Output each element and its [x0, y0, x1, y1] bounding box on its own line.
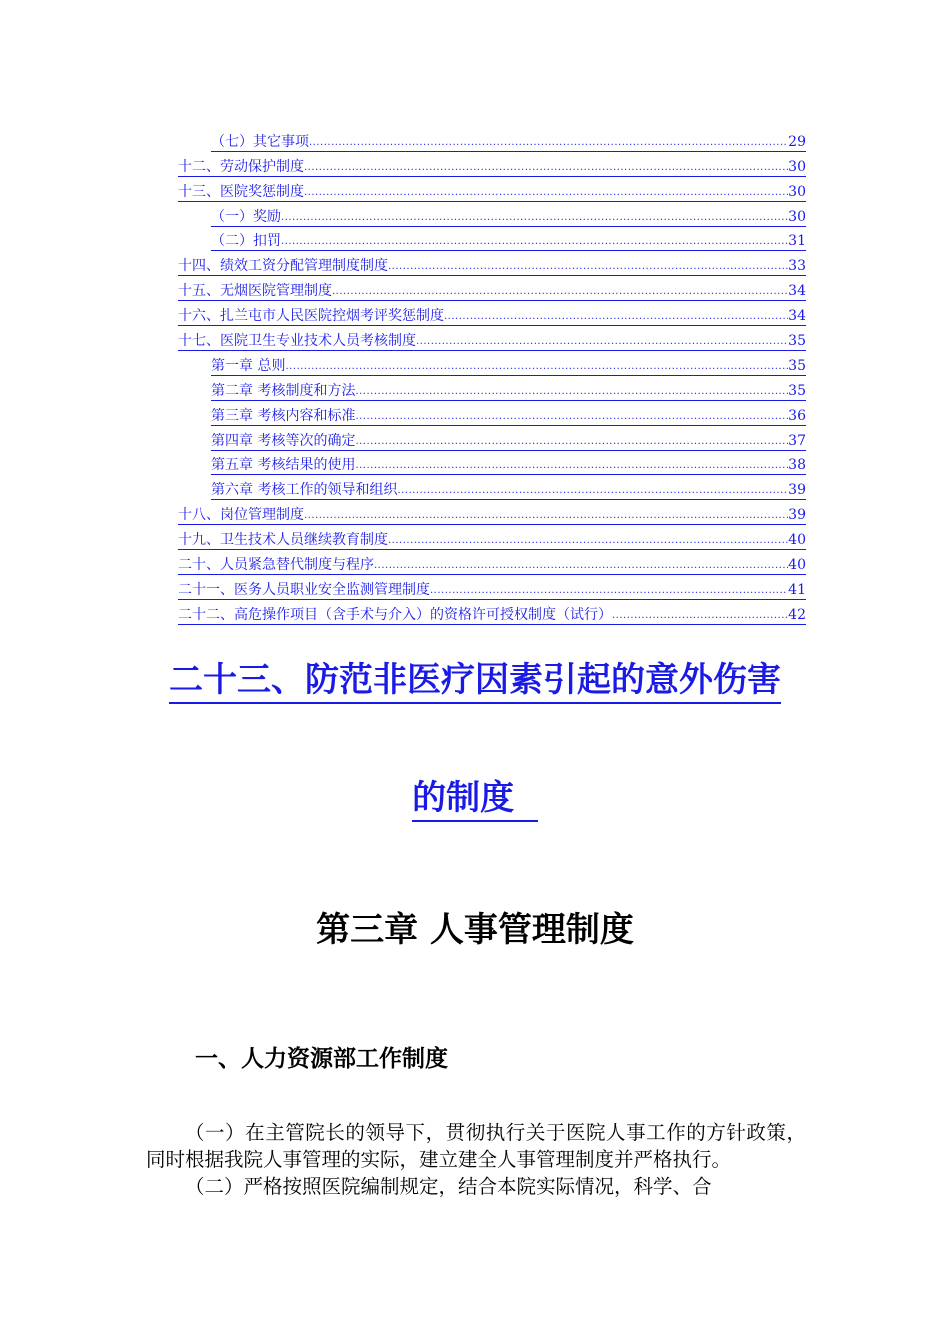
- toc-entry-title[interactable]: 二十一、医务人员职业安全监测管理制度: [178, 581, 430, 598]
- toc-entry[interactable]: [178, 127, 806, 152]
- chapter-title: 第三章 人事管理制度: [316, 910, 634, 950]
- toc-dot-leader: [430, 582, 788, 600]
- toc-entry-page[interactable]: 30: [788, 158, 806, 175]
- toc-entry[interactable]: [178, 550, 806, 575]
- toc-entry-page[interactable]: 31: [788, 233, 806, 250]
- toc-entry-page[interactable]: 40: [788, 557, 806, 574]
- toc-dot-leader: [397, 482, 788, 500]
- toc-heading-link-text-2[interactable]: [412, 778, 538, 822]
- toc-dot-leader: [355, 433, 788, 451]
- toc-entry-page[interactable]: 29: [788, 133, 806, 150]
- toc-entry-title[interactable]: 十四、绩效工资分配管理制度制度: [178, 258, 388, 275]
- paragraph: （一）在主管院长的领导下，贯彻执行关于医院人事工作的方针政策，同时根据我院人事管理的实际，建立建全人事管理制度并严格执行。: [146, 1121, 806, 1171]
- toc-entry-page[interactable]: 30: [788, 208, 806, 225]
- toc-dot-leader: [444, 308, 788, 326]
- toc-entry-page[interactable]: 37: [788, 432, 806, 449]
- toc-entry-page[interactable]: 30: [788, 183, 806, 200]
- toc-entry[interactable]: [178, 276, 806, 301]
- toc-dot-leader: [388, 532, 788, 550]
- toc-entry[interactable]: [178, 152, 806, 177]
- toc-entry-page[interactable]: 33: [788, 258, 806, 275]
- toc-entry[interactable]: [178, 251, 806, 276]
- toc-entry[interactable]: [178, 500, 806, 525]
- toc-entry-title[interactable]: 第二章 考核制度和方法: [211, 382, 356, 399]
- toc-entry-title[interactable]: 第三章 考核内容和标准: [211, 407, 356, 424]
- toc-entry-title[interactable]: 十三、医院奖惩制度: [178, 183, 304, 200]
- toc-entry-title[interactable]: 第一章 总则: [211, 357, 286, 374]
- toc-dot-leader: [304, 507, 788, 525]
- toc-dot-leader: [281, 233, 788, 251]
- toc-entry-page[interactable]: 35: [788, 382, 806, 399]
- toc-entry[interactable]: [178, 376, 806, 401]
- toc-entry-page[interactable]: 34: [788, 308, 806, 325]
- toc-entry-title[interactable]: 十六、扎兰屯市人民医院控烟考评奖惩制度: [178, 308, 444, 325]
- table-of-contents: [178, 127, 806, 625]
- toc-entry-title[interactable]: 第五章 考核结果的使用: [211, 457, 356, 474]
- toc-entry[interactable]: [178, 600, 806, 625]
- toc-entry-title[interactable]: 第六章 考核工作的领导和组织: [211, 482, 398, 499]
- toc-dot-leader: [612, 607, 788, 625]
- toc-entry-title[interactable]: （七）其它事项: [211, 133, 309, 150]
- toc-dot-leader: [309, 134, 788, 152]
- toc-entry-title[interactable]: （二）扣罚: [211, 233, 281, 250]
- toc-entry[interactable]: [178, 401, 806, 426]
- body-text: [146, 1119, 806, 1200]
- toc-dot-leader: [281, 209, 788, 227]
- toc-entry-title[interactable]: （一）奖励: [211, 208, 281, 225]
- toc-dot-leader: [304, 184, 788, 202]
- toc-entry-page[interactable]: 39: [788, 482, 806, 499]
- toc-dot-leader: [355, 383, 788, 401]
- toc-entry-page[interactable]: 34: [788, 283, 806, 300]
- toc-entry-title[interactable]: 二十二、高危操作项目（含手术与介入）的资格许可授权制度（试行）: [178, 606, 612, 623]
- toc-entry[interactable]: [178, 451, 806, 476]
- toc-entry[interactable]: [178, 202, 806, 227]
- toc-entry-title[interactable]: 第四章 考核等次的确定: [211, 432, 356, 449]
- toc-entry-page[interactable]: 41: [788, 581, 806, 598]
- toc-dot-leader: [416, 333, 788, 351]
- toc-dot-leader: [355, 457, 788, 475]
- toc-entry-title[interactable]: 十七、医院卫生专业技术人员考核制度: [178, 333, 416, 350]
- toc-entry-title[interactable]: 十九、卫生技术人员继续教育制度: [178, 532, 388, 549]
- toc-dot-leader: [374, 557, 788, 575]
- toc-dot-leader: [355, 408, 788, 426]
- toc-entry[interactable]: [178, 475, 806, 500]
- toc-dot-leader: [388, 258, 788, 276]
- toc-entry-page[interactable]: 36: [788, 407, 806, 424]
- toc-dot-leader: [304, 159, 788, 177]
- toc-entry[interactable]: [178, 227, 806, 252]
- toc-entry-title[interactable]: 十二、劳动保护制度: [178, 158, 304, 175]
- toc-entry-page[interactable]: 42: [788, 606, 806, 623]
- toc-entry[interactable]: [178, 525, 806, 550]
- toc-entry[interactable]: [178, 351, 806, 376]
- toc-entry-title[interactable]: 二十、人员紧急替代制度与程序: [178, 557, 374, 574]
- toc-entry-page[interactable]: 35: [788, 333, 806, 350]
- toc-entry[interactable]: [178, 426, 806, 451]
- toc-entry-title[interactable]: 十八、岗位管理制度: [178, 507, 304, 524]
- paragraph: （二）严格按照医院编制规定，结合本院实际情况，科学、合: [185, 1175, 712, 1198]
- toc-entry[interactable]: [178, 575, 806, 600]
- toc-heading-link-line2[interactable]: [0, 770, 950, 819]
- toc-entry[interactable]: [178, 326, 806, 351]
- toc-heading-link-line1[interactable]: [0, 652, 950, 701]
- toc-entry-page[interactable]: 38: [788, 457, 806, 474]
- toc-dot-leader: [332, 283, 788, 301]
- toc-heading-link-text-1[interactable]: 二十三、防范非医疗因素引起的意外伤害: [169, 660, 781, 704]
- toc-dot-leader: [285, 358, 788, 376]
- section-title: 一、人力资源部工作制度: [195, 1046, 448, 1072]
- toc-entry-title[interactable]: 十五、无烟医院管理制度: [178, 283, 332, 300]
- toc-entry-page[interactable]: 40: [788, 532, 806, 549]
- toc-heading-link-text-2-label[interactable]: 的制度: [412, 778, 515, 818]
- toc-entry-page[interactable]: 35: [788, 357, 806, 374]
- toc-entry-page[interactable]: 39: [788, 507, 806, 524]
- toc-entry[interactable]: [178, 301, 806, 326]
- toc-entry[interactable]: [178, 177, 806, 202]
